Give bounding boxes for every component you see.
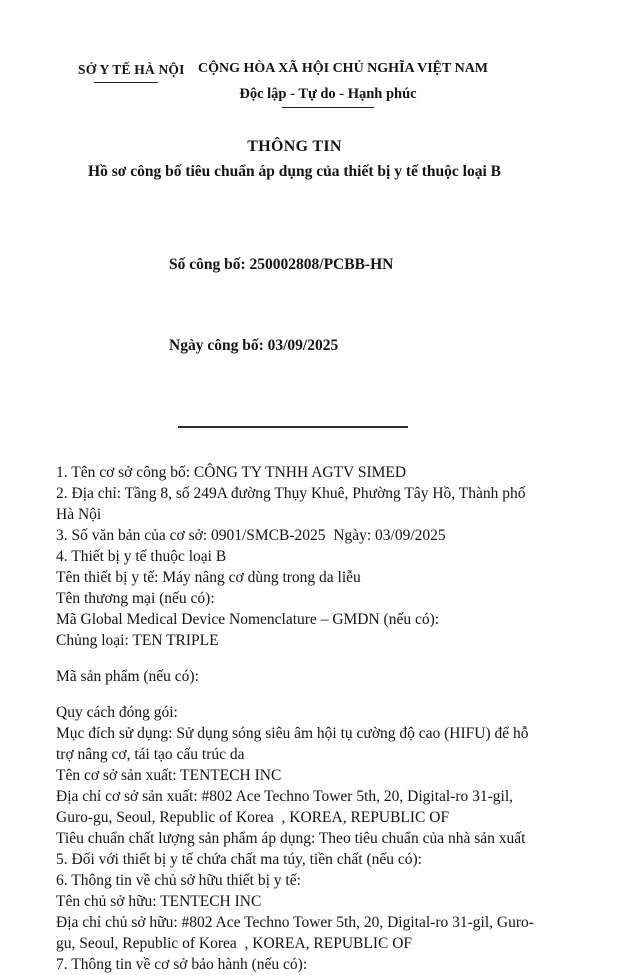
document-text-line: Quy cách đóng gói: (56, 704, 178, 721)
issuing-org-underline (94, 82, 158, 83)
title-block (55, 138, 534, 181)
document-text-line: Mã sản phẩm (nếu có): (56, 668, 199, 685)
document-text-line: Guro-gu, Seoul, Republic of Korea , KOREA, REPUBLIC OF (56, 809, 450, 826)
document-text-line: 4. Thiết bị y tế thuộc loại B (56, 548, 227, 565)
document-header (0, 0, 634, 112)
issuing-org-block (78, 62, 185, 83)
document-text-line: 3. Số văn bản của cơ sở: 0901/SMCB-2025 Ngày: 03/09/2025 (56, 527, 446, 544)
document-text-line: Tên thiết bị y tế: Máy nâng cơ dùng trong da liễu (56, 569, 361, 586)
document-text-line: Địa chỉ chủ sở hữu: #802 Ace Techno Tower 5th, 20, Digital-ro 31-gil, Guro- (56, 914, 534, 931)
document-text-line: 6. Thông tin về chủ sở hữu thiết bị y tế: (56, 872, 301, 889)
document-body (56, 462, 620, 975)
document-text-line: Tên chủ sở hữu: TENTECH INC (56, 893, 262, 910)
document-text-line: 7. Thông tin về cơ sở bảo hành (nếu có): (56, 956, 308, 973)
document-text-line: Tên thương mại (nếu có): (56, 590, 215, 607)
document-text-line (56, 687, 620, 702)
document-text-line: Tên cơ sở sản xuất: TENTECH INC (56, 767, 282, 784)
document-text-line: Địa chỉ cơ sở sản xuất: #802 Ace Techno Tower 5th, 20, Digital-ro 31-gil, (56, 788, 514, 805)
document-text-line: 2. Địa chỉ: Tầng 8, số 249A đường Thụy Khuê, Phường Tây Hồ, Thành phố (56, 485, 526, 502)
document-subtitle: Hồ sơ công bố tiêu chuẩn áp dụng của thiết bị y tế thuộc loại B (88, 163, 501, 180)
document-text-line: Chủng loại: TEN TRIPLE (56, 632, 219, 649)
document-text-line: 5. Đối với thiết bị y tế chứa chất ma túy, tiền chất (nếu có): (56, 851, 422, 868)
document-text-line: Tiêu chuẩn chất lượng sản phẩm áp dụng: Theo tiêu chuẩn của nhà sản xuất (56, 830, 526, 847)
publication-number: Số công bố: 250002808/PCBB-HN (169, 256, 394, 273)
publication-date: Ngày công bố: 03/09/2025 (169, 337, 339, 354)
document-text-line: trợ nâng cơ, tái tạo cấu trúc da (56, 746, 245, 763)
document-text-line: 1. Tên cơ sở công bố: CÔNG TY TNHH AGTV SIMED (56, 464, 407, 481)
document-text-line (56, 651, 620, 666)
issuing-org-name: SỞ Y TẾ HÀ NỘI (78, 62, 185, 77)
national-title: CỘNG HÒA XÃ HỘI CHỦ NGHĨA VIỆT NAM (198, 61, 489, 76)
motto-underline (282, 107, 374, 108)
national-header-block (198, 61, 489, 108)
document-text-line: Hà Nội (56, 506, 102, 523)
document-text-line: Mã Global Medical Device Nomenclature – GMDN (nếu có): (56, 611, 440, 628)
document-text-line: Mục đích sử dụng: Sử dụng sóng siêu âm hội tụ cường độ cao (HIFU) để hỗ (56, 725, 529, 742)
publication-info-block (169, 197, 634, 413)
document-text-line: gu, Seoul, Republic of Korea , KOREA, REPUBLIC OF (56, 935, 413, 952)
national-motto: Độc lập - Tự do - Hạnh phúc (239, 86, 417, 102)
document-title: THÔNG TIN (247, 138, 342, 155)
horizontal-rule (178, 426, 408, 428)
